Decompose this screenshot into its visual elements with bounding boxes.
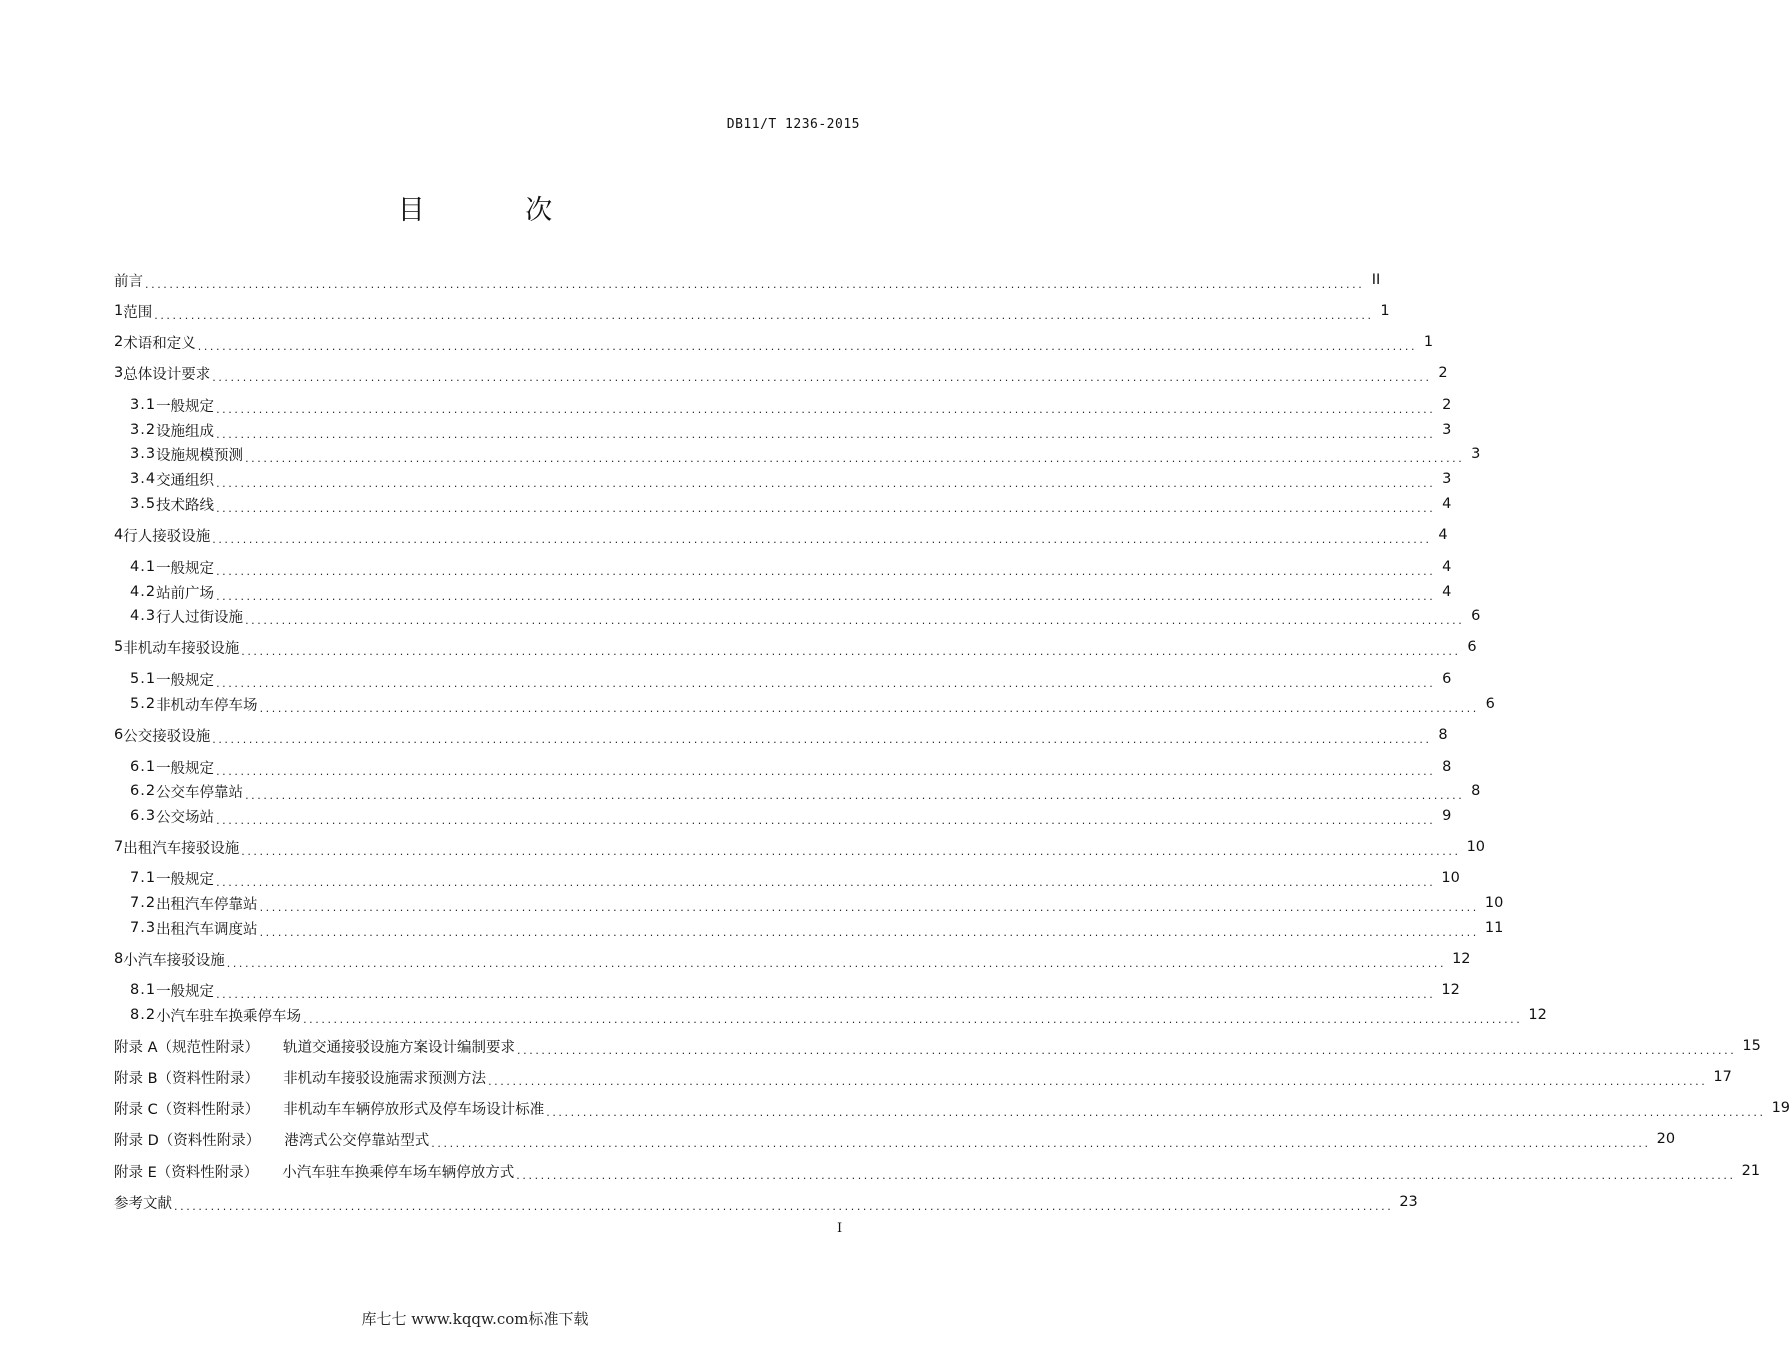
toc-subentry[interactable] (114, 393, 1452, 417)
toc-entry-page: 4 (1442, 559, 1452, 575)
toc-entry-number: 5.2 (130, 696, 157, 712)
toc-entry-page: 11 (1484, 920, 1504, 936)
toc-entry[interactable] (114, 361, 1448, 385)
toc-entry-page: 3 (1442, 471, 1452, 487)
toc-leader-dots: ........................................................................................................................................................................................................ (245, 451, 1465, 465)
toc-subentry[interactable] (114, 916, 1504, 940)
toc-leader-dots: ........................................................................................................................................................................................................ (259, 701, 1479, 715)
toc-entry-page: 10 (1466, 839, 1486, 855)
toc-entry-number: 8.2 (130, 1007, 157, 1023)
toc-entry-number: 5 (114, 639, 124, 655)
toc-entry-page: 8 (1471, 783, 1481, 799)
toc-entry-page: 21 (1741, 1163, 1761, 1179)
toc-entry-label: 参考文献 (114, 1195, 172, 1212)
toc-entry-number: 8 (114, 951, 124, 967)
toc-entry-number: 7.1 (130, 870, 157, 886)
toc-entry-number: 6 (114, 727, 124, 743)
toc-entry-page: 6 (1471, 608, 1481, 624)
toc-leader-dots: ........................................................................................................................................................................................................ (245, 788, 1465, 802)
toc-entry-label: 一般规定 (156, 760, 215, 777)
toc-leader-dots: ........................................................................................................................................................................................................ (212, 732, 1432, 746)
toc-entry-page: 4 (1438, 527, 1448, 543)
footer-watermark: 库七七 www.kqqw.com标准下载 (361, 1310, 589, 1328)
toc-subentry[interactable] (114, 866, 1460, 890)
toc-subentry[interactable] (114, 891, 1504, 915)
toc-leader-dots: ........................................................................................................................................................................................................ (516, 1168, 1736, 1182)
toc-entry[interactable] (114, 1065, 1732, 1089)
toc-leader-dots: ........................................................................................................................................................................................................ (212, 532, 1432, 546)
toc-entry-number: 6.1 (130, 759, 157, 775)
toc-subentry[interactable] (114, 779, 1481, 803)
toc-entry-label: 前言 (114, 273, 143, 290)
toc-entry-number: 6.3 (130, 808, 157, 824)
toc-subentry[interactable] (114, 755, 1452, 779)
toc-entry-page: 8 (1438, 727, 1448, 743)
toc-leader-dots: ........................................................................................................................................................................................................ (226, 956, 1447, 970)
toc-entry-label: 附录 A（规范性附录） (114, 1039, 260, 1056)
toc-leader-dots: ........................................................................................................................................................................................................ (431, 1136, 1651, 1150)
toc-entry-page: 12 (1452, 951, 1471, 967)
toc-entry-annex-title: 小汽车驻车换乘停车场车辆停放方式 (282, 1164, 515, 1181)
toc-entry-label: 非机动车接驳设施 (123, 640, 240, 657)
toc-entry-page: 8 (1442, 759, 1452, 775)
toc-leader-dots: ........................................................................................................................................................................................................ (259, 925, 1479, 939)
toc-leader-dots: ........................................................................................................................................................................................................ (216, 987, 1436, 1001)
toc-leader-dots: ........................................................................................................................................................................................................ (216, 764, 1436, 778)
toc-entry-number: 4 (114, 527, 124, 543)
toc-leader-dots: ........................................................................................................................................................................................................ (245, 613, 1465, 627)
toc-entry-page: 23 (1399, 1194, 1418, 1210)
toc-entry-label: 交通组织 (156, 472, 215, 489)
toc-entry-page: 12 (1528, 1007, 1547, 1023)
toc-entry-label: 一般规定 (156, 398, 215, 415)
toc-leader-dots: ........................................................................................................................................................................................................ (145, 277, 1365, 291)
toc-entry-page: 15 (1742, 1038, 1761, 1054)
toc-leader-dots: ........................................................................................................................................................................................................ (154, 308, 1374, 322)
toc-entry-number: 3.3 (130, 446, 157, 462)
toc-subentry[interactable] (114, 978, 1460, 1002)
toc-entry[interactable] (114, 523, 1448, 547)
toc-entry-label: 行人接驳设施 (123, 528, 211, 545)
toc-leader-dots: ........................................................................................................................................................................................................ (216, 402, 1436, 416)
toc-subentry[interactable] (114, 492, 1452, 516)
toc-entry-label: 附录 C（资料性附录） (114, 1101, 260, 1118)
page-number: I (837, 1221, 843, 1236)
toc-subentry[interactable] (114, 804, 1452, 828)
toc-leader-dots: ........................................................................................................................................................................................................ (216, 476, 1436, 490)
toc-entry-page: 9 (1442, 808, 1452, 824)
toc-entry-label: 公交车停靠站 (156, 784, 244, 801)
toc-entry-page: 19 (1771, 1100, 1790, 1116)
toc-entry-number: 4.2 (130, 584, 157, 600)
toc-entry[interactable] (114, 268, 1381, 292)
toc-entry[interactable] (114, 1190, 1418, 1214)
toc-entry-label: 设施规模预测 (156, 447, 244, 464)
toc-entry-number: 4.3 (130, 608, 157, 624)
toc-entry-page: 4 (1442, 584, 1452, 600)
toc-entry-label: 一般规定 (156, 983, 215, 1000)
toc-entry-label: 行人过街设施 (156, 609, 244, 626)
toc-entry[interactable] (114, 1127, 1676, 1151)
toc-subentry[interactable] (114, 692, 1495, 716)
toc-entry-page: 6 (1442, 671, 1452, 687)
toc-entry-label: 公交场站 (156, 809, 215, 826)
toc-subentry[interactable] (114, 555, 1452, 579)
toc-entry-label: 小汽车驻车换乘停车场 (156, 1008, 302, 1025)
toc-leader-dots: ........................................................................................................................................................................................................ (216, 501, 1436, 515)
toc-entry-page: 3 (1471, 446, 1481, 462)
toc-entry-label: 出租汽车调度站 (156, 921, 258, 938)
toc-leader-dots: ........................................................................................................................................................................................................ (197, 339, 1418, 353)
toc-entry-number: 3.1 (130, 397, 157, 413)
toc-subentry[interactable] (114, 418, 1452, 442)
toc-entry-label: 出租汽车停靠站 (156, 896, 258, 913)
toc-entry-page: 3 (1442, 422, 1452, 438)
toc-entry-page: 1 (1380, 303, 1390, 319)
toc-entry[interactable] (114, 947, 1471, 971)
toc-entry-label: 非机动车停车场 (156, 697, 258, 714)
toc-entry-label: 站前广场 (156, 585, 215, 602)
toc-entry-number: 7.2 (130, 895, 157, 911)
toc-entry[interactable] (114, 1034, 1761, 1058)
toc-entry-label: 一般规定 (156, 871, 215, 888)
toc-entry-page: 4 (1442, 496, 1452, 512)
toc-leader-dots: ........................................................................................................................................................................................................ (212, 370, 1432, 384)
toc-entry[interactable] (114, 835, 1486, 859)
toc-entry-label: 小汽车接驳设施 (123, 952, 225, 969)
toc-entry-page: 17 (1713, 1069, 1732, 1085)
toc-entry-page: 1 (1423, 334, 1434, 350)
toc-entry-label: 范围 (123, 304, 153, 321)
document-code: DB11/T 1236-2015 (726, 117, 860, 132)
page-title: 目 次 (397, 195, 599, 226)
toc-entry[interactable] (114, 1159, 1761, 1183)
toc-entry-page: 10 (1441, 870, 1460, 886)
toc-entry-number: 7.3 (130, 920, 157, 936)
toc-leader-dots: ........................................................................................................................................................................................................ (216, 589, 1436, 603)
toc-entry-page: II (1371, 272, 1381, 288)
toc-entry-number: 3 (114, 365, 124, 381)
toc-entry[interactable] (114, 330, 1434, 354)
toc-entry-number: 3.4 (130, 471, 157, 487)
toc-leader-dots: ........................................................................................................................................................................................................ (303, 1012, 1523, 1026)
toc-leader-dots: ........................................................................................................................................................................................................ (216, 676, 1436, 690)
toc-leader-dots: ........................................................................................................................................................................................................ (259, 900, 1479, 914)
toc-entry-annex-title: 港湾式公交停靠站型式 (284, 1132, 430, 1149)
toc-entry-label: 总体设计要求 (123, 366, 211, 383)
toc-leader-dots: ........................................................................................................................................................................................................ (517, 1043, 1737, 1057)
toc-entry[interactable] (114, 299, 1390, 323)
toc-entry-number: 4.1 (130, 559, 157, 575)
toc-leader-dots: ........................................................................................................................................................................................................ (546, 1105, 1766, 1119)
toc-entry-number: 6.2 (130, 783, 157, 799)
toc-entry[interactable] (114, 635, 1477, 659)
toc-entry-label: 设施组成 (156, 423, 215, 440)
toc-entry-page: 20 (1656, 1131, 1676, 1147)
toc-entry[interactable] (114, 723, 1448, 747)
toc-entry-label: 技术路线 (156, 497, 215, 514)
toc-entry-page: 2 (1442, 397, 1452, 413)
toc-entry-annex-title: 轨道交通接驳设施方案设计编制要求 (283, 1039, 516, 1056)
toc-entry-page: 12 (1441, 982, 1460, 998)
toc-leader-dots: ........................................................................................................................................................................................................ (488, 1074, 1708, 1088)
toc-entry-page: 6 (1467, 639, 1477, 655)
toc-entry-annex-title: 非机动车车辆停放形式及停车场设计标准 (283, 1101, 545, 1118)
toc-leader-dots: ........................................................................................................................................................................................................ (216, 813, 1436, 827)
toc-subentry[interactable] (114, 1003, 1547, 1027)
toc-entry-label: 附录 B（资料性附录） (114, 1070, 260, 1087)
toc-entry-page: 2 (1438, 365, 1448, 381)
toc-leader-dots: ........................................................................................................................................................................................................ (216, 564, 1436, 578)
toc-leader-dots: ........................................................................................................................................................................................................ (174, 1199, 1394, 1213)
toc-subentry[interactable] (114, 604, 1481, 628)
toc-entry-number: 3.5 (130, 496, 157, 512)
toc-subentry[interactable] (114, 442, 1481, 466)
toc-entry-number: 8.1 (130, 982, 157, 998)
toc-leader-dots: ........................................................................................................................................................................................................ (216, 427, 1436, 441)
toc-entry-number: 1 (114, 303, 124, 319)
toc-subentry[interactable] (114, 467, 1452, 491)
toc-subentry[interactable] (114, 667, 1452, 691)
toc-entry-number: 3.2 (130, 422, 157, 438)
toc-subentry[interactable] (114, 580, 1452, 604)
toc-entry-label: 附录 E（资料性附录） (114, 1164, 259, 1181)
toc-entry-label: 公交接驳设施 (123, 728, 211, 745)
toc-entry-label: 附录 D（资料性附录） (114, 1132, 261, 1149)
toc-entry-number: 5.1 (130, 671, 157, 687)
toc-entry-label: 出租汽车接驳设施 (123, 840, 240, 857)
toc-entry-page: 6 (1485, 696, 1495, 712)
toc-entry-label: 一般规定 (156, 560, 215, 577)
toc-entry[interactable] (114, 1096, 1790, 1120)
toc-leader-dots: ........................................................................................................................................................................................................ (216, 875, 1436, 889)
toc-leader-dots: ........................................................................................................................................................................................................ (241, 844, 1461, 858)
toc-leader-dots: ........................................................................................................................................................................................................ (241, 644, 1461, 658)
toc-entry-number: 2 (114, 334, 124, 350)
toc-entry-label: 术语和定义 (123, 335, 196, 352)
toc-entry-label: 一般规定 (156, 672, 215, 689)
toc-entry-number: 7 (114, 839, 124, 855)
toc-entry-page: 10 (1484, 895, 1504, 911)
toc-entry-annex-title: 非机动车接驳设施需求预测方法 (283, 1070, 487, 1087)
